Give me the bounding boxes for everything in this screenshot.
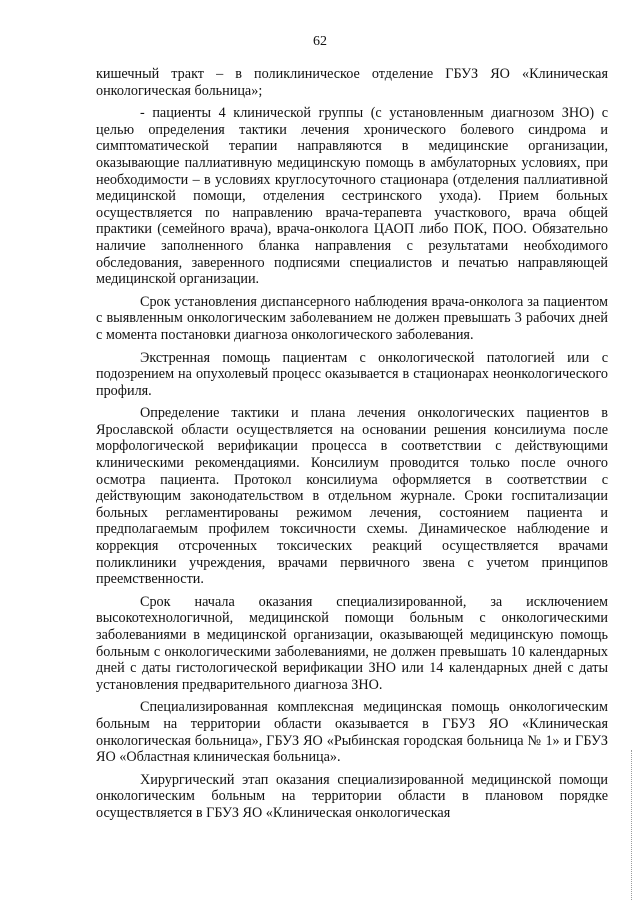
paragraph-3: Срок установления диспансерного наблюдения врача-онколога за пациентом с выявленным онкологическим заболеванием не должен превышать 3 рабочих дней с момента постановки диагноза онкологического заболевания. bbox=[96, 293, 608, 343]
paragraph-7: Специализированная комплексная медицинская помощь онкологическим больным на территории области оказывается в ГБУЗ ЯО «Клиническая онкологическая больница», ГБУЗ ЯО «Рыбинская городская больница № 1» и ГБУЗ ЯО «Областная клиническая больница». bbox=[96, 699, 608, 766]
paragraph-6: Срок начала оказания специализированной, за исключением высокотехнологичной, медицинской помощи больным с онкологическими заболеваниями в медицинской организации, оказывающей медицинскую помощь больным с онкологическими заболеваниями, не должен превышать 10 календарных дней с даты гистологической верификации ЗНО или 14 календарных дней с даты установления предварительного диагноза ЗНО. bbox=[96, 593, 608, 693]
paragraph-1: кишечный тракт – в поликлиническое отделение ГБУЗ ЯО «Клиническая онкологическая больница»; bbox=[96, 66, 608, 99]
paragraph-8: Хирургический этап оказания специализированной медицинской помощи онкологическим больным на территории области в плановом порядке осуществляется в ГБУЗ ЯО «Клиническая онкологическая bbox=[96, 771, 608, 821]
paragraph-2: - пациенты 4 клинической группы (с установленным диагнозом ЗНО) с целью определения тактики лечения хронического болевого синдрома и симптоматической терапии направляются в медицинские организации, оказывающие паллиативную медицинскую помощь в амбулаторных условиях, при необходимости – в условиях круглосуточного стационара (отделения паллиативной медицинской помощи, отделения сестринского ухода). Прием больных осуществляется по направлению врача-терапевта участкового, врача общей практики (семейного врача), врача-онколога ЦАОП либо ПОК, ПОО. Обязательно наличие заполненного бланка направления с результатами необходимого обследования, заверенного подписями специалистов и печатью направляющей медицинской организации. bbox=[96, 105, 608, 288]
margin-scan-mark bbox=[628, 750, 632, 900]
page-number: 62 bbox=[313, 34, 327, 49]
paragraph-4: Экстренная помощь пациентам с онкологической патологией или с подозрением на опухолевый процесс оказывается в стационарах неонкологического профиля. bbox=[96, 349, 608, 399]
paragraph-5: Определение тактики и плана лечения онкологических пациентов в Ярославской области осуществляется на основании решения консилиума после морфологической верификации процесса в соответствии с действующими клиническими рекомендациями. Консилиум проводится только после очного осмотра пациента. Протокол консилиума оформляется в соответствии с действующим законодательством в отдельном журнале. Сроки госпитализации больных регламентированы режимом лечения, состоянием пациента и предполагаемым профилем токсичности схемы. Динамическое наблюдение и коррекция отсроченных токсических реакций осуществляется врачами поликлиники учреждения, врачами первичного звена с учетом принципов преемственности. bbox=[96, 405, 608, 588]
document-body bbox=[96, 66, 608, 828]
